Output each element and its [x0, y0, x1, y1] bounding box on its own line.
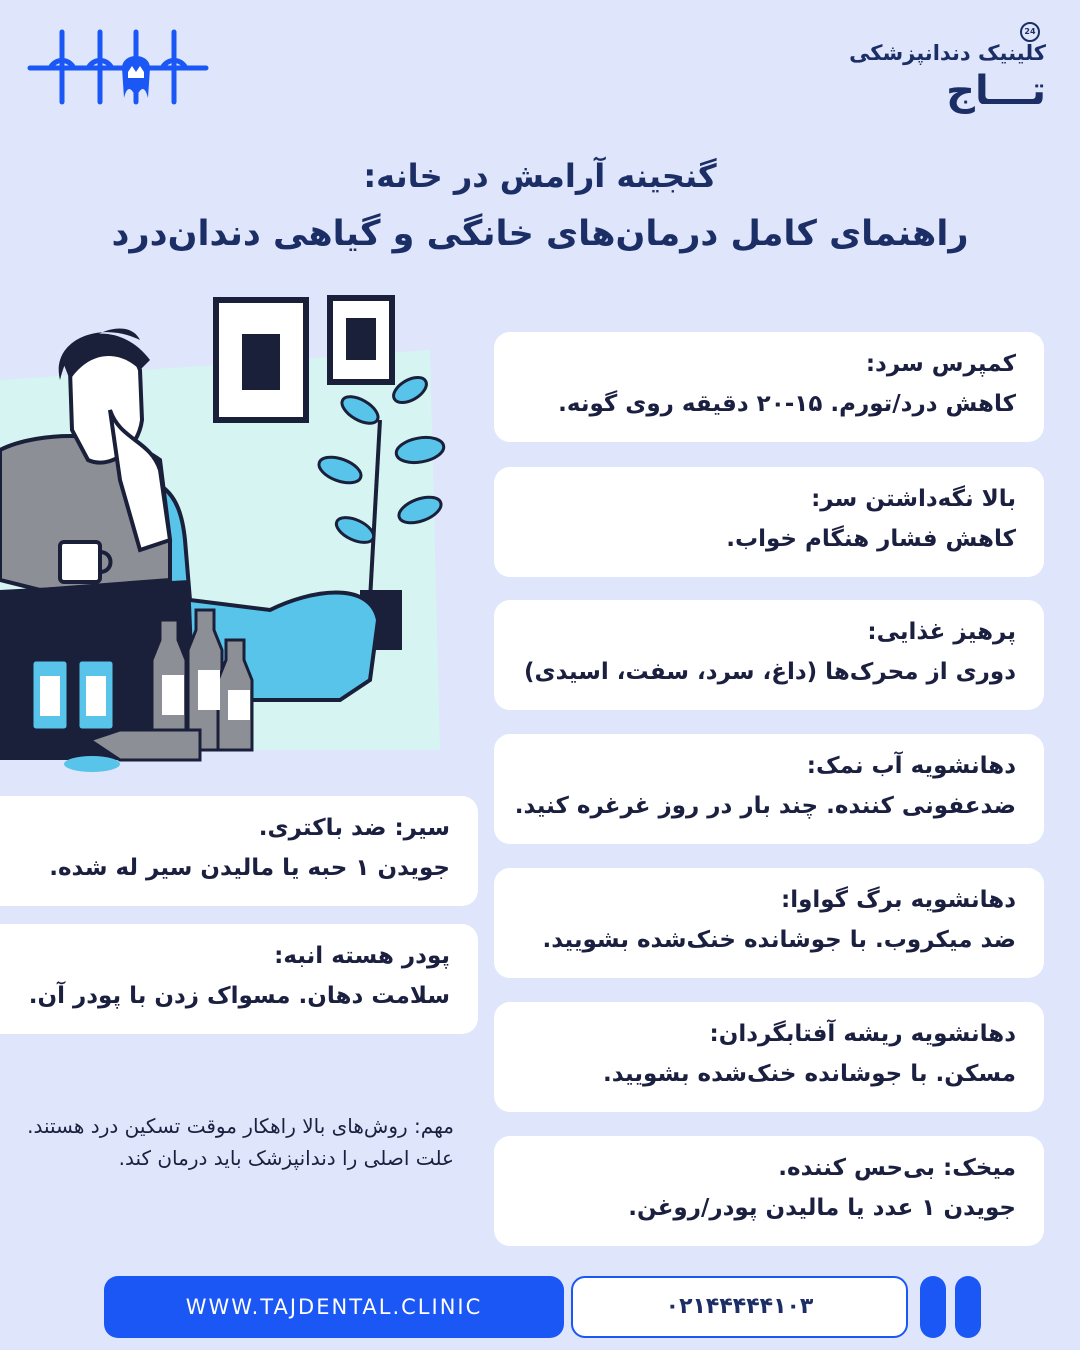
remedy-card-sunflower-root	[494, 1002, 1044, 1112]
remedy-card-guava-leaf	[494, 868, 1044, 978]
title-line-2: راهنمای کامل درمان‌های خانگی و گیاهی دندان‌درد	[111, 214, 969, 254]
phone-number[interactable]: ۰۲۱۴۴۴۴۴۱۰۳	[571, 1276, 908, 1338]
remedy-card-mango-seed	[0, 924, 478, 1034]
clinic-label: کلینیک دندانپزشکی	[849, 41, 1046, 65]
remedy-text: مسکن. با جوشانده خنک‌شده بشویید.	[602, 1061, 1016, 1087]
clinic-brand	[816, 22, 1046, 122]
remedy-title: میخک: بی‌حس کننده.	[778, 1155, 1016, 1181]
website-link[interactable]: WWW.TAJDENTAL.CLINIC	[104, 1276, 564, 1338]
remedy-text: جویدن ۱ عدد یا مالیدن پودر/روغن.	[628, 1195, 1016, 1221]
remedy-title: بالا نگه‌داشتن سر:	[811, 486, 1016, 512]
remedy-title: دهانشویه آب نمک:	[806, 753, 1016, 779]
24-hour-badge-icon: 24	[1020, 22, 1040, 42]
remedy-card-diet	[494, 600, 1044, 710]
remedy-text: جویدن ۱ حبه یا مالیدن سیر له شده.	[49, 855, 450, 881]
remedy-card-salt-water	[494, 734, 1044, 844]
remedy-text: ضد میکروب. با جوشانده خنک‌شده بشویید.	[542, 927, 1016, 953]
remedy-text: کاهش فشار هنگام خواب.	[726, 526, 1016, 552]
remedy-title: کمپرس سرد:	[865, 351, 1016, 377]
remedy-title: دهانشویه برگ گواوا:	[781, 887, 1016, 913]
remedy-title: پرهیز غذایی:	[867, 619, 1016, 645]
remedy-text: کاهش درد/تورم. ۱۵-۲۰ دقیقه روی گونه.	[558, 391, 1016, 417]
remedy-text: سلامت دهان. مسواک زدن با پودر آن.	[28, 983, 450, 1009]
remedy-card-head-elevation	[494, 467, 1044, 577]
clinic-name: تـــاج	[946, 68, 1046, 114]
remedy-title: سیر: ضد باکتری.	[258, 815, 450, 841]
remedy-card-clove	[494, 1136, 1044, 1246]
remedy-text: ضدعفونی کننده. چند بار در روز غرغره کنید.	[514, 793, 1016, 819]
tooth-wave-logo-icon	[26, 28, 210, 106]
title-line-1: گنجینه آرامش در خانه:	[363, 157, 717, 195]
important-note: مهم: روش‌های بالا راهکار موقت تسکین درد هستند. علت اصلی را دندانپزشک باید درمان کند.	[27, 1114, 454, 1170]
page-title	[60, 148, 1020, 264]
decorative-pill-icon	[920, 1276, 946, 1338]
remedy-card-cold-compress	[494, 332, 1044, 442]
remedy-card-garlic	[0, 796, 478, 906]
remedy-title: پودر هسته انبه:	[274, 943, 450, 969]
remedy-title: دهانشویه ریشه آفتابگردان:	[709, 1021, 1016, 1047]
remedy-text: دوری از محرک‌ها (داغ، سرد، سفت، اسیدی)	[524, 659, 1016, 685]
toothache-man-illustration	[0, 280, 470, 800]
decorative-pill-icon	[955, 1276, 981, 1338]
